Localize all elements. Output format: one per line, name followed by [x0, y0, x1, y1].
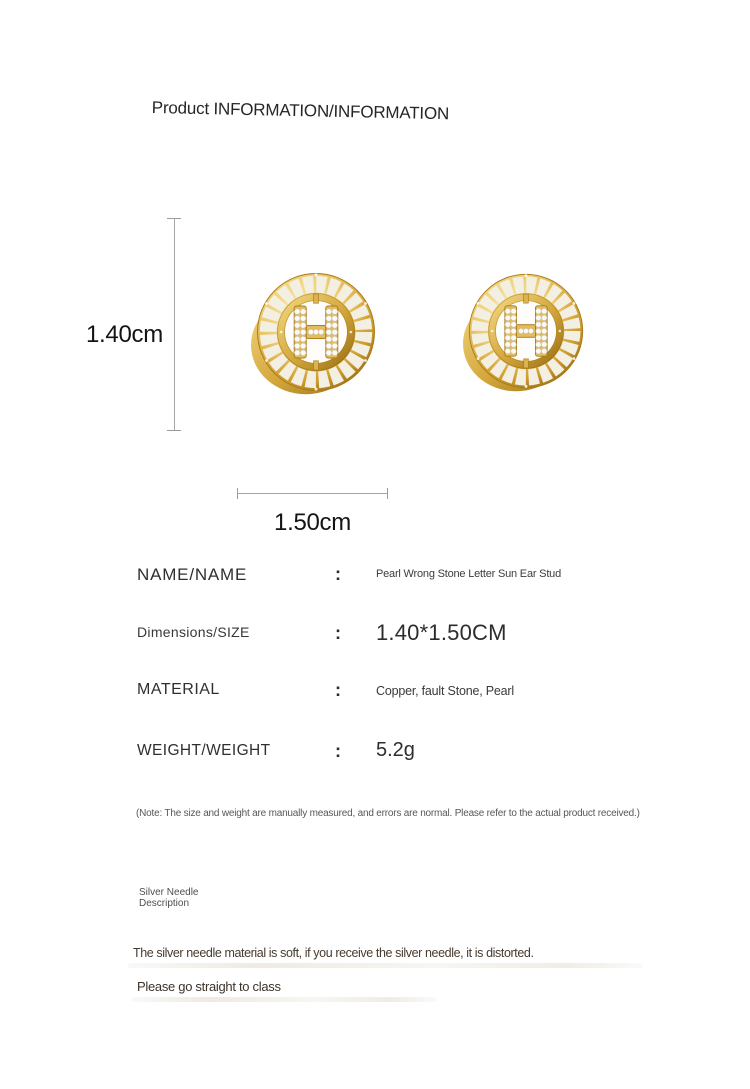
spec-label-size: Dimensions/SIZE: [137, 624, 250, 640]
spec-label-material: MATERIAL: [137, 681, 220, 698]
earring-left-image: [251, 267, 381, 397]
closing-text: Please go straight to class: [137, 979, 281, 994]
spec-value-name: Pearl Wrong Stone Letter Sun Ear Stud: [376, 568, 562, 580]
width-measure-label: 1.50cm: [274, 509, 351, 536]
needle-body-text: The silver needle material is soft, if you receive the silver needle, it is distorted.: [133, 946, 534, 960]
needle-heading-line1: Silver Needle: [139, 887, 199, 898]
spec-label-weight: WEIGHT/WEIGHT: [137, 742, 271, 759]
spec-colon: :: [335, 741, 341, 761]
spec-colon: :: [335, 680, 341, 700]
spec-label-name: NAME/NAME: [137, 565, 248, 584]
spec-value-material: Copper, fault Stone, Pearl: [376, 684, 514, 698]
earring-right-image: [463, 268, 589, 394]
needle-heading-line2: Description: [139, 897, 190, 909]
highlight-artifact: [132, 997, 437, 1002]
spec-value-weight: 5.2g: [376, 739, 415, 761]
measure-cap-bottom: [167, 430, 181, 431]
measure-line-vertical: [174, 218, 175, 431]
measure-line-horizontal: [237, 493, 388, 494]
measurement-disclaimer: (Note: The size and weight are manually measured, and errors are normal. Please refer to the actual product received.): [136, 808, 640, 819]
height-measure-label: 1.40cm: [86, 321, 163, 348]
spec-value-size: 1.40*1.50CM: [376, 620, 507, 645]
page-title: Product INFORMATION/INFORMATION: [151, 98, 450, 124]
height-measure-line: [167, 218, 181, 431]
highlight-artifact: [128, 963, 643, 968]
width-measure-line: [237, 488, 388, 499]
spec-colon: :: [335, 564, 341, 584]
measure-cap-right: [387, 488, 388, 499]
needle-description-heading: [139, 888, 198, 909]
spec-colon: :: [335, 623, 341, 643]
